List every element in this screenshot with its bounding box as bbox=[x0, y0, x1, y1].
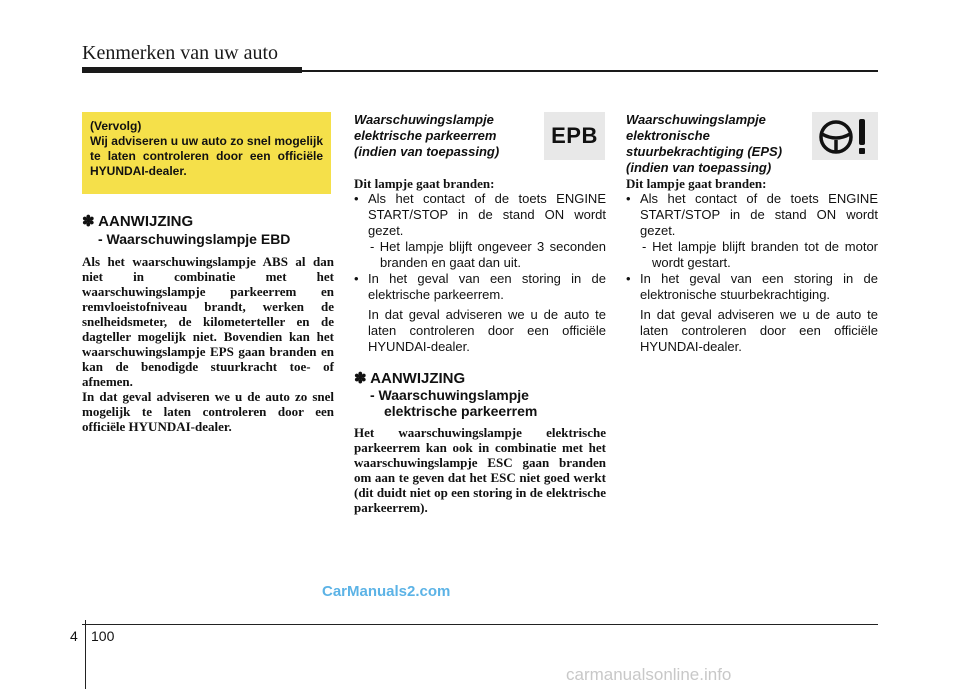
continued-text: Wij adviseren u uw auto zo snel mogelijk te laten controleren door een officiële HYUNDAI-dealer. bbox=[90, 134, 323, 178]
header-rule bbox=[82, 70, 878, 72]
lights-on-label: Dit lampje gaat branden: bbox=[626, 176, 767, 191]
watermark-link[interactable]: CarManuals2.com bbox=[322, 583, 451, 600]
note-epb bbox=[354, 369, 606, 515]
epb-title-line: elektrische parkeerrem bbox=[354, 128, 497, 143]
lights-on-label: Dit lampje gaat branden: bbox=[354, 176, 495, 191]
watermark-text: carmanualsonline.info bbox=[566, 665, 732, 684]
eps-title-line: (indien van toepassing) bbox=[626, 160, 772, 175]
footer-rule bbox=[82, 624, 878, 625]
eps-advice: In dat geval adviseren we u de auto te laten controleren door een officiële HYUNDAI-dealer. bbox=[640, 307, 878, 354]
list-item: • Als het contact of de toets ENGINE START/STOP in de stand ON wordt gezet. - Het lampje blijft ongeveer 3 seconden branden en gaat dan uit. bbox=[354, 191, 606, 270]
note-body: Het waarschuwingslampje elektrische parkeerrem kan ook in combinatie met het waarschuwingslampje ESC gaan branden om aan te geven dat het ESC niet goed werkt (dit duidt niet op een storing in de elektrische parkeerrem). bbox=[354, 425, 606, 515]
eps-section-title bbox=[626, 112, 806, 176]
list-item: • In het geval van een storing in de elektronische stuurbekrachtiging. bbox=[626, 271, 878, 302]
epb-title-line: Waarschuwingslampje bbox=[354, 112, 494, 127]
eps-body bbox=[626, 176, 878, 355]
list-item-text: Als het contact of de toets ENGINE START/STOP in de stand ON wordt gezet. bbox=[640, 191, 878, 238]
list-sub-item: - Het lampje blijft branden tot de motor wordt gestart. bbox=[642, 239, 878, 270]
chapter-number: 4 bbox=[70, 628, 78, 644]
list-item-text: In het geval van een storing in de elektrische parkeerrem. bbox=[368, 271, 606, 302]
list-sub-item: - Het lampje blijft ongeveer 3 seconden branden en gaat dan uit. bbox=[370, 239, 606, 270]
list-item-text: In het geval van een storing in de elektronische stuurbekrachtiging. bbox=[640, 271, 878, 302]
note-subheading: elektrische parkeerrem bbox=[384, 403, 538, 419]
steering-wheel-warning-icon bbox=[812, 112, 878, 160]
note-heading: ✽ AANWIJZING bbox=[82, 213, 194, 230]
epb-section-title bbox=[354, 112, 534, 160]
footer-divider bbox=[85, 620, 86, 689]
epb-warning-icon: EPB bbox=[544, 112, 605, 160]
note-ebd bbox=[82, 212, 334, 434]
list-item-text: Als het contact of de toets ENGINE START/STOP in de stand ON wordt gezet. bbox=[368, 191, 606, 238]
eps-title-line: Waarschuwingslampje bbox=[626, 112, 766, 127]
note-subheading: - Waarschuwingslampje bbox=[370, 387, 529, 403]
note-subheading: - Waarschuwingslampje EBD bbox=[98, 231, 291, 247]
continued-note-box bbox=[82, 112, 331, 194]
epb-list bbox=[354, 191, 606, 303]
continued-label: (Vervolg) bbox=[90, 119, 142, 133]
list-item: • In het geval van een storing in de elektrische parkeerrem. bbox=[354, 271, 606, 302]
note-heading: ✽ AANWIJZING bbox=[354, 370, 466, 387]
epb-body bbox=[354, 176, 606, 355]
epb-advice: In dat geval adviseren we u de auto te laten controleren door een officiële HYUNDAI-dealer. bbox=[368, 307, 606, 354]
note-body-advice: In dat geval adviseren we u de auto zo snel mogelijk te laten controleren door een officiële HYUNDAI-dealer. bbox=[82, 389, 334, 434]
eps-title-line: elektronische bbox=[626, 128, 710, 143]
epb-title-line: (indien van toepassing) bbox=[354, 144, 500, 159]
page-header-title: Kenmerken van uw auto bbox=[82, 42, 279, 64]
note-body: Als het waarschuwingslampje ABS al dan niet in combinatie met het waarschuwingslampje parkeerrem en remvloeistofniveau brandt, werken de snelheidsmeter, de kilometerteller en de dagteller mogelijk niet. Bovendien kan het waarschuwingslampje EPS gaan branden en kan de benodigde stuurkracht toe- of afnemen. bbox=[82, 254, 334, 389]
eps-list bbox=[626, 191, 878, 303]
page-number: 100 bbox=[91, 628, 115, 644]
eps-title-line: stuurbekrachtiging (EPS) bbox=[626, 144, 783, 159]
list-item: • Als het contact of de toets ENGINE START/STOP in de stand ON wordt gezet. - Het lampje blijft branden tot de motor wordt gestart. bbox=[626, 191, 878, 270]
